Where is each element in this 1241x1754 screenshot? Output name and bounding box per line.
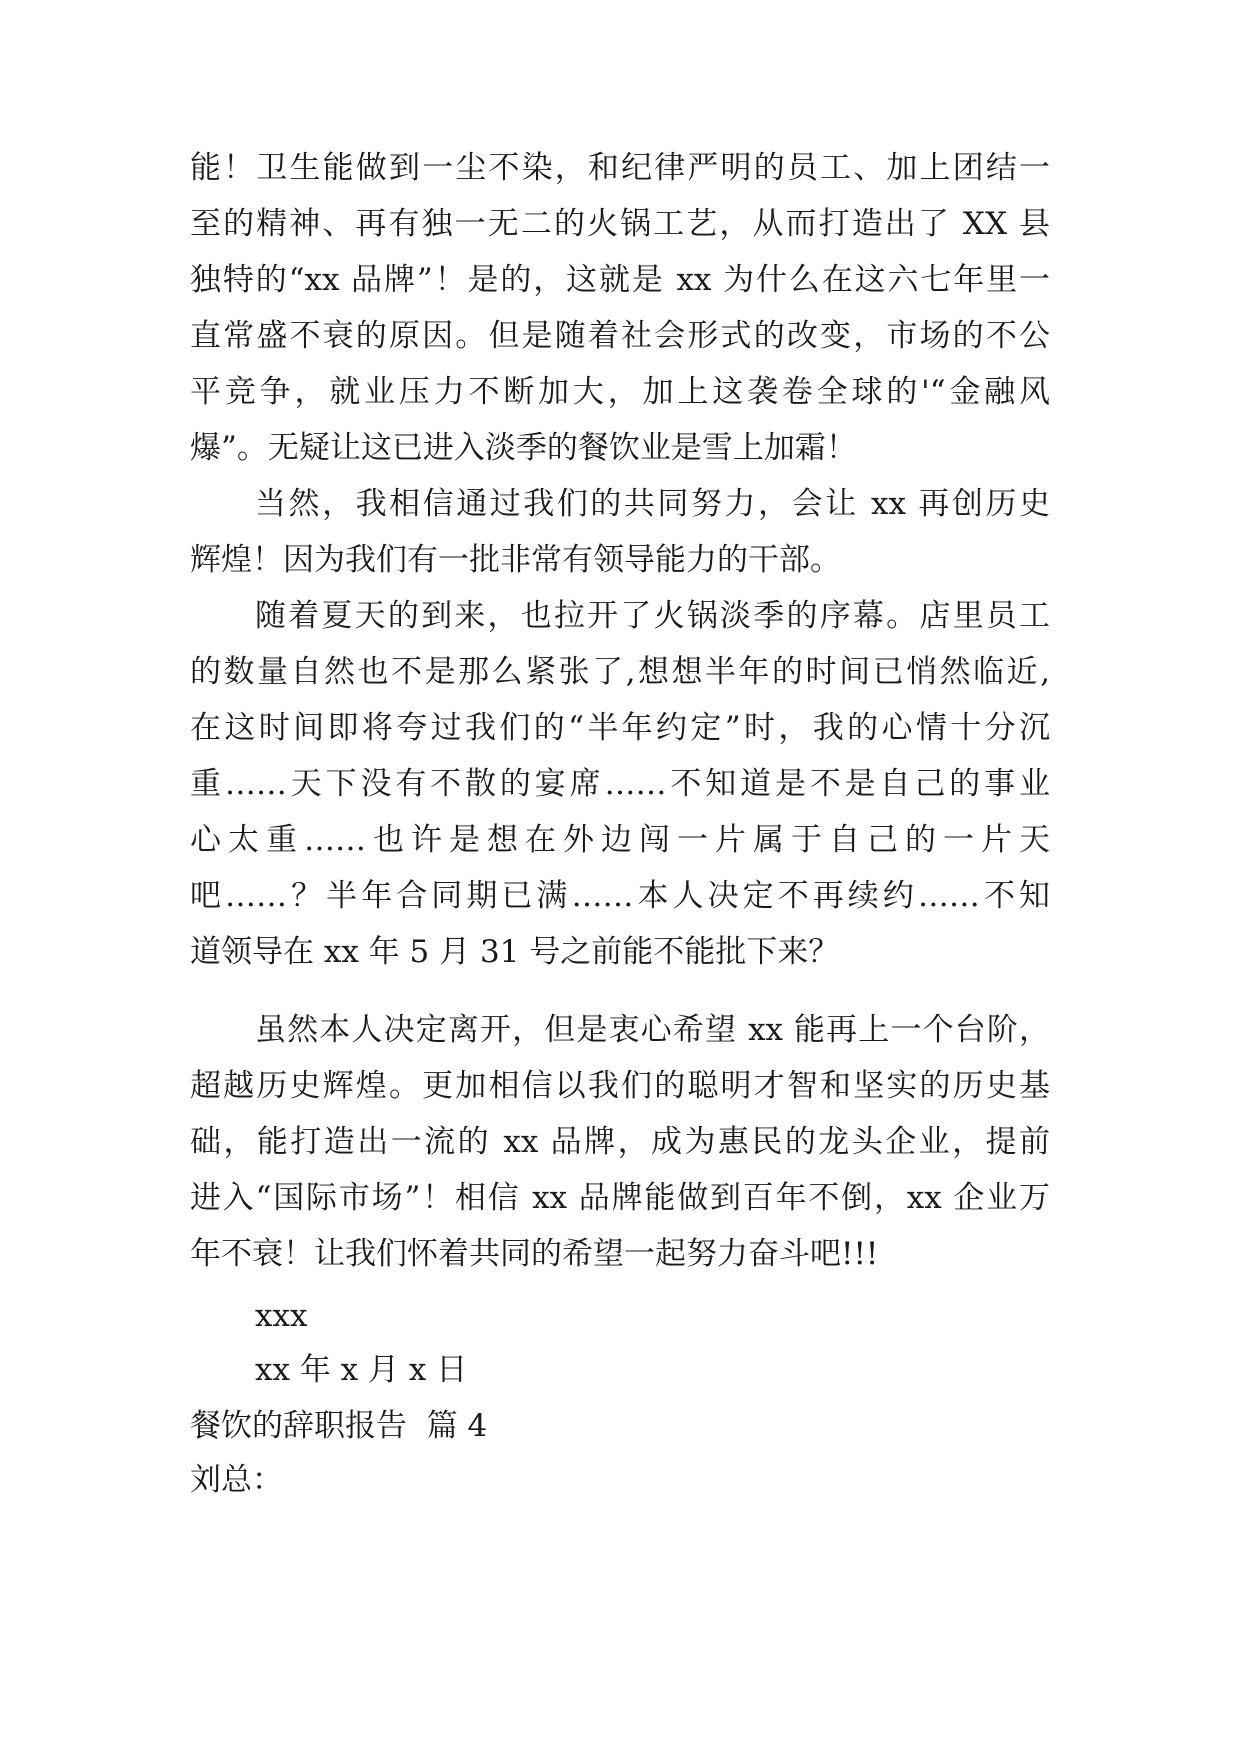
- paragraph-line: 随着夏天的到来，也拉开了火锅淡季的序幕。店里员工: [255, 598, 1050, 634]
- paragraph-line: 吧……？半年合同期已满……本人决定不再续约……不知: [190, 878, 1050, 914]
- paragraph-line: 当然，我相信通过我们的共同努力，会让 xx 再创历史: [255, 486, 1050, 522]
- paragraph-line: 础，能打造出一流的 xx 品牌，成为惠民的龙头企业，提前: [190, 1124, 1050, 1160]
- paragraph-line: 能！卫生能做到一尘不染，和纪律严明的员工、加上团结一: [190, 150, 1050, 186]
- paragraph-line: 年不衰！让我们怀着共同的希望一起努力奋斗吧!!!: [190, 1236, 879, 1272]
- paragraph-line: 辉煌！因为我们有一批非常有领导能力的干部。: [190, 542, 841, 578]
- paragraph-line: 超越历史辉煌。更加相信以我们的聪明才智和坚实的历史基: [190, 1068, 1050, 1104]
- paragraph-line: 心太重……也许是想在外边闯一片属于自己的一片天: [190, 822, 1050, 858]
- paragraph-line: 在这时间即将夸过我们的“半年约定”时，我的心情十分沉: [190, 710, 1050, 746]
- paragraph-line: 道领导在 xx 年 5 月 31 号之前能不能批下来？: [190, 934, 840, 970]
- paragraph-line: 的数量自然也不是那么紧张了,想想半年的时间已悄然临近,: [190, 654, 1050, 690]
- section-heading: 餐饮的辞职报告 篇 4: [190, 1408, 488, 1444]
- paragraph-line: 直常盛不衰的原因。但是随着社会形式的改变，市场的不公: [190, 318, 1050, 354]
- paragraph-line: 重……天下没有不散的宴席……不知道是不是自己的事业: [190, 766, 1050, 802]
- paragraph-line: 爆”。无疑让这已进入淡季的餐饮业是雪上加霜！: [190, 430, 857, 466]
- paragraph-line: 独特的“xx 品牌”！是的，这就是 xx 为什么在这六七年里一: [190, 262, 1050, 298]
- salutation: 刘总：: [190, 1462, 283, 1498]
- paragraph-line: 进入“国际市场”！相信 xx 品牌能做到百年不倒，xx 企业万: [190, 1180, 1050, 1216]
- paragraph-line: 平竞争，就业压力不断加大，加上这袭卷全球的'“金融风: [190, 374, 1050, 410]
- paragraph-line: 至的精神、再有独一无二的火锅工艺，从而打造出了 XX 县: [190, 206, 1050, 242]
- signature: xxx: [255, 1298, 308, 1334]
- paragraph-line: 虽然本人决定离开，但是衷心希望 xx 能再上一个台阶，: [255, 1012, 1050, 1048]
- date: xx 年 x 月 x 日: [255, 1352, 468, 1388]
